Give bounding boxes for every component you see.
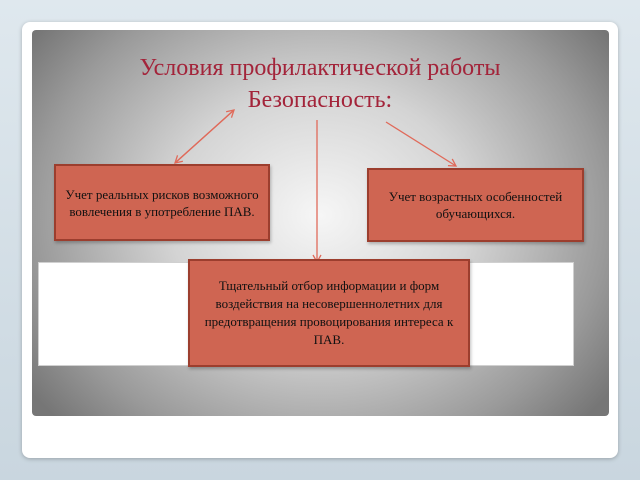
arrow-to-right-box [386, 122, 456, 166]
slide-title-line2: Безопасность: [247, 87, 393, 113]
box-information-selection: Тщательный отбор информации и форм воздействия на несовершеннолетних для предотвращения провоцирования интереса к ПАВ. [188, 259, 470, 367]
box-real-risks: Учет реальных рисков возможного вовлечения в употребление ПАВ. [54, 164, 270, 241]
arrow-to-left-box-top [175, 110, 234, 163]
box-age-features: Учет возрастных особенностей обучающихся. [367, 168, 584, 242]
slide-title-line1: Условия профилактической работы [139, 55, 501, 81]
